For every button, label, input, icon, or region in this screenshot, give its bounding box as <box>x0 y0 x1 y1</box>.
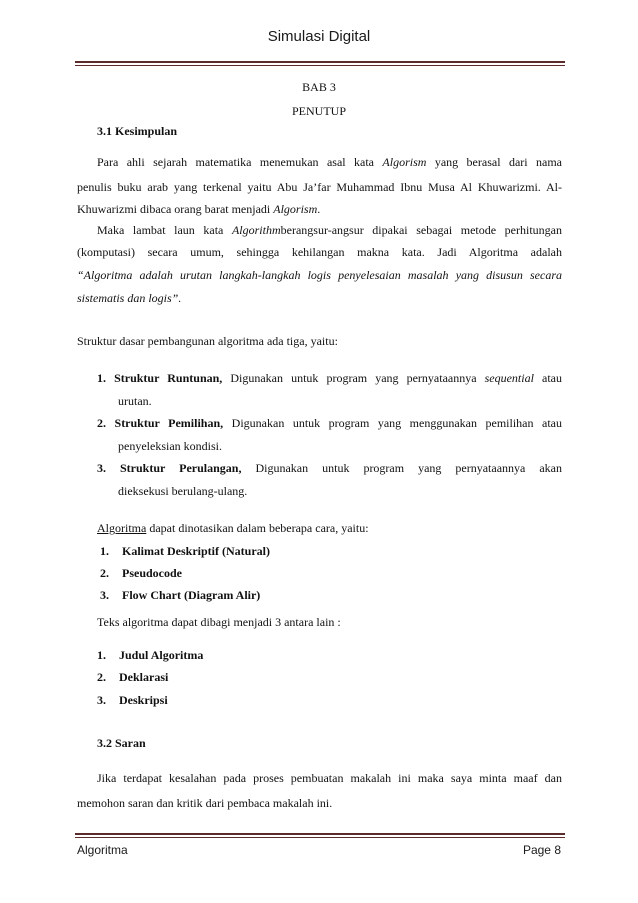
notasi-item-1: 1. Kalimat Deskriptif (Natural) <box>100 544 270 558</box>
saran-line1: Jika terdapat kesalahan pada proses pembuatan makalah ini maka saya minta maaf dan <box>97 771 562 785</box>
header-rule-thin <box>75 65 565 66</box>
struktur-item-1-cont: urutan. <box>118 394 152 408</box>
notasi-item-3: 3. Flow Chart (Diagram Alir) <box>100 588 261 602</box>
kesimpulan-p2-line1: Maka lambat laun kata Algorithmberangsur-angsur dipakai sebagai metode perhitungan <box>97 223 562 237</box>
chapter-number: BAB 3 <box>302 80 336 94</box>
struktur-item-2-cont: penyeleksian kondisi. <box>118 439 222 453</box>
saran-line2: memohon saran dan kritik dari pembaca makalah ini. <box>77 796 333 810</box>
struktur-intro: Struktur dasar pembangunan algoritma ada tiga, yaitu: <box>77 334 338 348</box>
struktur-item-3-cont: dieksekusi berulang-ulang. <box>118 484 248 498</box>
kesimpulan-p1-line1: Para ahli sejarah matematika menemukan asal kata Algorism yang berasal dari nama <box>97 155 562 169</box>
footer-rule-thick <box>75 833 565 835</box>
footer-page-number: Page 8 <box>522 843 561 857</box>
notasi-intro: Algoritma dapat dinotasikan dalam beberapa cara, yaitu: <box>97 521 369 535</box>
header-rule-thick <box>75 61 565 63</box>
teks-item-1: 1. Judul Algoritma <box>97 648 204 662</box>
struktur-item-2: 2. Struktur Pemilihan, Digunakan untuk program yang menggunakan pemilihan atau <box>97 416 562 430</box>
page-header-title: Simulasi Digital <box>267 28 371 45</box>
kesimpulan-p2-line3: “Algoritma adalah urutan langkah-langkah logis penyelesaian masalah yang disusun secara <box>77 268 562 282</box>
section-heading-kesimpulan: 3.1 Kesimpulan <box>97 124 178 138</box>
struktur-item-1: 1. Struktur Runtunan, Digunakan untuk program yang pernyataannya sequential atau <box>97 371 562 385</box>
notasi-item-2: 2. Pseudocode <box>100 566 182 580</box>
teks-item-2: 2. Deklarasi <box>97 670 169 684</box>
kesimpulan-p1-line2: penulis buku arab yang terkenal yaitu Abu Ja’far Muhammad Ibnu Musa Al Khuwarizmi. Al- <box>77 180 562 194</box>
struktur-item-3: 3. Struktur Perulangan, Digunakan untuk program yang pernyataannya akan <box>97 461 563 475</box>
chapter-title: PENUTUP <box>291 104 346 118</box>
section-heading-saran: 3.2 Saran <box>97 736 146 750</box>
kesimpulan-p2-line4: sistematis dan logis”. <box>77 291 182 305</box>
teks-intro: Teks algoritma dapat dibagi menjadi 3 antara lain : <box>97 615 341 629</box>
footer-left-text: Algoritma <box>77 843 128 857</box>
kesimpulan-p2-line2: (komputasi) secara umum, sehingga kehilangan makna kata. Jadi Algoritma adalah <box>77 245 562 259</box>
teks-item-3: 3. Deskripsi <box>97 693 168 707</box>
kesimpulan-p1-line3: Khuwarizmi dibaca orang barat menjadi Algorism. <box>77 202 321 216</box>
footer-rule-thin <box>75 837 565 838</box>
